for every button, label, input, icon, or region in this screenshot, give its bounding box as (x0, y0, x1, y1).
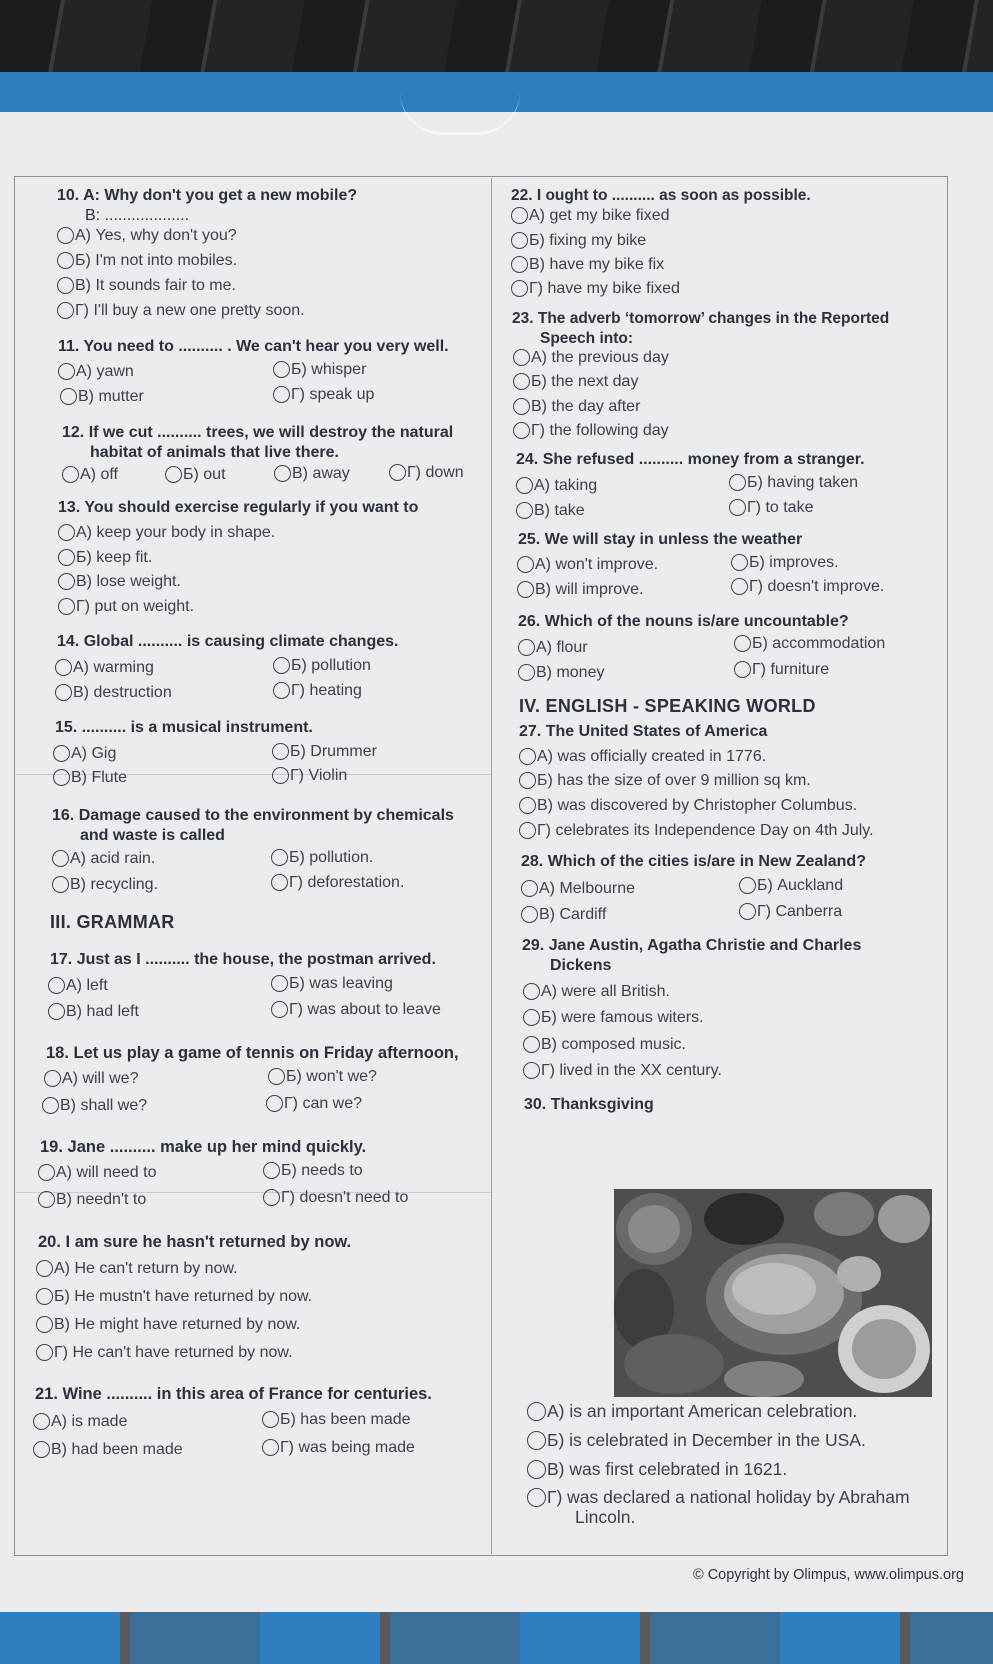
q26-option-c[interactable]: В) money (518, 663, 604, 683)
q15-option-a[interactable]: А) Gig (53, 744, 116, 764)
question-11: 11. You need to .......... . We can't hear you very well. (58, 338, 449, 355)
q17-option-c[interactable]: В) had left (48, 1002, 139, 1022)
radio-circle-icon (36, 1344, 53, 1361)
radio-circle-icon (263, 1189, 280, 1206)
question-23: 23. The adverb ‘tomorrow’ changes in the Reported Speech into: (512, 310, 890, 347)
q29-option-d[interactable]: Г) lived in the XX century. (523, 1061, 722, 1081)
q21-option-b[interactable]: Б) has been made (262, 1410, 411, 1430)
q20-option-d[interactable]: Г) He can't have returned by now. (36, 1343, 293, 1363)
radio-circle-icon (58, 598, 75, 615)
q24-option-c[interactable]: В) take (516, 501, 585, 521)
q10-option-d[interactable]: Г) I'll buy a new one pretty soon. (57, 301, 305, 321)
radio-circle-icon (53, 769, 70, 786)
radio-circle-icon (36, 1316, 53, 1333)
q12-option-c[interactable]: В) away (274, 464, 350, 484)
q24-option-a[interactable]: А) taking (516, 476, 597, 496)
q30-option-d[interactable]: Г) was declared a national holiday by Abraham Lincoln. (527, 1487, 910, 1527)
radio-circle-icon (739, 877, 756, 894)
section-english-speaking-world-heading: IV. ENGLISH - SPEAKING WORLD (519, 696, 816, 716)
q27-option-d[interactable]: Г) celebrates its Independence Day on 4th July. (519, 821, 874, 841)
q17-option-b[interactable]: Б) was leaving (271, 974, 393, 994)
q29-option-c[interactable]: В) composed music. (523, 1035, 686, 1055)
radio-circle-icon (518, 639, 535, 656)
q26-option-a[interactable]: А) flour (518, 638, 588, 658)
question-20: 20. I am sure he hasn't returned by now. (38, 1233, 352, 1251)
q25-option-d[interactable]: Г) doesn't improve. (731, 577, 884, 597)
radio-circle-icon (513, 373, 530, 390)
radio-circle-icon (517, 581, 534, 598)
q25-option-c[interactable]: В) will improve. (517, 580, 643, 600)
radio-circle-icon (519, 797, 536, 814)
radio-circle-icon (734, 635, 751, 652)
q25-option-b[interactable]: Б) improves. (731, 553, 839, 573)
radio-circle-icon (42, 1097, 59, 1114)
radio-circle-icon (57, 302, 74, 319)
thanksgiving-feast-photo (614, 1189, 932, 1397)
q21-option-a[interactable]: А) is made (33, 1412, 127, 1432)
question-27: 27. The United States of America (519, 723, 768, 740)
question-16: 16. Damage caused to the environment by chemicals and waste is called (52, 807, 454, 844)
q17-option-a[interactable]: А) left (48, 976, 108, 996)
radio-circle-icon (729, 474, 746, 491)
radio-circle-icon (523, 1036, 540, 1053)
radio-circle-icon (519, 772, 536, 789)
radio-circle-icon (527, 1488, 546, 1507)
q11-option-c[interactable]: В) mutter (60, 387, 144, 407)
q14-option-d[interactable]: Г) heating (273, 681, 362, 701)
q15-option-b[interactable]: Б) Drummer (272, 742, 377, 762)
q29-option-b[interactable]: Б) were famous witers. (523, 1008, 704, 1028)
radio-circle-icon (523, 983, 540, 1000)
radio-circle-icon (521, 906, 538, 923)
radio-circle-icon (57, 227, 74, 244)
radio-circle-icon (272, 767, 289, 784)
q12-option-a[interactable]: А) off (62, 465, 118, 485)
radio-circle-icon (52, 850, 69, 867)
question-10: 10. A: Why don't you get a new mobile? B: ................... (57, 187, 358, 224)
question-15: 15. .......... is a musical instrument. (55, 719, 313, 736)
q29-option-a[interactable]: А) were all British. (523, 982, 670, 1002)
section-grammar-heading: III. GRAMMAR (50, 912, 175, 932)
radio-circle-icon (52, 876, 69, 893)
q19-option-b[interactable]: Б) needs to (263, 1161, 363, 1181)
q23-option-d[interactable]: Г) the following day (513, 421, 669, 441)
radio-circle-icon (262, 1439, 279, 1456)
question-13: 13. You should exercise regularly if you want to (58, 499, 419, 516)
radio-circle-icon (511, 232, 528, 249)
radio-circle-icon (271, 874, 288, 891)
q11-option-a[interactable]: А) yawn (58, 362, 134, 382)
q22-option-b[interactable]: Б) fixing my bike (511, 231, 646, 251)
radio-circle-icon (36, 1260, 53, 1277)
q27-option-c[interactable]: В) was discovered by Christopher Columbus. (519, 796, 857, 816)
radio-circle-icon (739, 903, 756, 920)
q11-option-b[interactable]: Б) whisper (273, 360, 366, 380)
radio-circle-icon (516, 502, 533, 519)
radio-circle-icon (48, 977, 65, 994)
radio-circle-icon (55, 659, 72, 676)
q30-option-b[interactable]: Б) is celebrated in December in the USA. (527, 1430, 866, 1450)
radio-circle-icon (33, 1441, 50, 1458)
q22-option-d[interactable]: Г) have my bike fixed (511, 279, 680, 299)
radio-circle-icon (511, 280, 528, 297)
q17-option-d[interactable]: Г) was about to leave (271, 1000, 441, 1020)
q28-option-c[interactable]: В) Cardiff (521, 905, 606, 925)
q28-option-a[interactable]: А) Melbourne (521, 879, 635, 899)
radio-circle-icon (729, 499, 746, 516)
question-28: 28. Which of the cities is/are in New Zealand? (521, 853, 866, 870)
radio-circle-icon (36, 1288, 53, 1305)
radio-circle-icon (33, 1413, 50, 1430)
radio-circle-icon (513, 349, 530, 366)
radio-circle-icon (48, 1003, 65, 1020)
radio-circle-icon (527, 1402, 546, 1421)
q16-option-d[interactable]: Г) deforestation. (271, 873, 404, 893)
radio-circle-icon (516, 477, 533, 494)
radio-circle-icon (519, 748, 536, 765)
question-29: 29. Jane Austin, Agatha Christie and Charles Dickens (522, 937, 862, 974)
radio-circle-icon (527, 1460, 546, 1479)
question-26: 26. Which of the nouns is/are uncountable? (518, 613, 849, 630)
q16-option-c[interactable]: В) recycling. (52, 875, 158, 895)
q25-option-a[interactable]: А) won't improve. (517, 555, 658, 575)
question-22: 22. I ought to .......... as soon as possible. (511, 187, 811, 204)
radio-circle-icon (271, 1001, 288, 1018)
radio-circle-icon (44, 1070, 61, 1087)
question-14: 14. Global .......... is causing climate changes. (57, 633, 399, 650)
q14-option-b[interactable]: Б) pollution (273, 656, 371, 676)
radio-circle-icon (58, 363, 75, 380)
q13-option-d[interactable]: Г) put on weight. (58, 597, 194, 617)
question-17: 17. Just as I .......... the house, the postman arrived. (50, 951, 436, 968)
radio-circle-icon (266, 1095, 283, 1112)
radio-circle-icon (271, 849, 288, 866)
q16-option-a[interactable]: А) acid rain. (52, 849, 155, 869)
q10-option-b[interactable]: Б) I'm not into mobiles. (57, 251, 237, 271)
radio-circle-icon (262, 1411, 279, 1428)
radio-circle-icon (58, 549, 75, 566)
question-21: 21. Wine .......... in this area of France for centuries. (35, 1385, 432, 1403)
radio-circle-icon (38, 1191, 55, 1208)
radio-circle-icon (38, 1164, 55, 1181)
thanksgiving-photo-graphic (614, 1189, 932, 1397)
header-logo-arc (400, 92, 520, 135)
question-25: 25. We will stay in unless the weather (518, 531, 803, 548)
q20-option-a[interactable]: А) He can't return by now. (36, 1259, 238, 1279)
column-divider (491, 178, 492, 1554)
radio-circle-icon (62, 466, 79, 483)
question-30: 30. Thanksgiving (524, 1096, 654, 1113)
radio-circle-icon (268, 1068, 285, 1085)
radio-circle-icon (273, 657, 290, 674)
q22-option-a[interactable]: А) get my bike fixed (511, 206, 670, 226)
q19-option-d[interactable]: Г) doesn't need to (263, 1188, 408, 1208)
radio-circle-icon (57, 252, 74, 269)
test-sheet (0, 112, 993, 1617)
question-19: 19. Jane .......... make up her mind quickly. (40, 1138, 367, 1156)
q30-option-c[interactable]: В) was first celebrated in 1621. (527, 1459, 787, 1479)
q14-option-a[interactable]: А) warming (55, 658, 154, 678)
q20-option-b[interactable]: Б) He mustn't have returned by now. (36, 1287, 312, 1307)
q22-option-c[interactable]: В) have my bike fix (511, 255, 664, 275)
q24-option-b[interactable]: Б) having taken (729, 473, 858, 493)
q13-option-b[interactable]: Б) keep fit. (58, 548, 152, 568)
q23-option-a[interactable]: А) the previous day (513, 348, 669, 368)
radio-circle-icon (60, 388, 77, 405)
radio-circle-icon (58, 524, 75, 541)
radio-circle-icon (527, 1431, 546, 1450)
q18-option-c[interactable]: В) shall we? (42, 1096, 147, 1116)
q13-option-a[interactable]: А) keep your body in shape. (58, 523, 275, 543)
q11-option-d[interactable]: Г) speak up (273, 385, 374, 405)
question-18: 18. Let us play a game of tennis on Friday afternoon, (46, 1044, 459, 1062)
radio-circle-icon (165, 466, 182, 483)
radio-circle-icon (55, 684, 72, 701)
radio-circle-icon (53, 745, 70, 762)
radio-circle-icon (263, 1162, 280, 1179)
radio-circle-icon (272, 743, 289, 760)
q12-option-b[interactable]: Б) out (165, 465, 226, 485)
radio-circle-icon (519, 822, 536, 839)
radio-circle-icon (517, 556, 534, 573)
radio-circle-icon (518, 664, 535, 681)
q18-option-a[interactable]: А) will we? (44, 1069, 138, 1089)
radio-circle-icon (523, 1062, 540, 1079)
question-12: 12. If we cut .......... trees, we will destroy the natural habitat of animals that live there. (62, 424, 454, 461)
q24-option-d[interactable]: Г) to take (729, 498, 813, 518)
question-24: 24. She refused .......... money from a stranger. (516, 451, 865, 468)
radio-circle-icon (273, 386, 290, 403)
wooden-deck-background (0, 0, 993, 80)
q10-option-c[interactable]: В) It sounds fair to me. (57, 276, 236, 296)
radio-circle-icon (731, 578, 748, 595)
q27-option-b[interactable]: Б) has the size of over 9 million sq km. (519, 771, 811, 791)
radio-circle-icon (273, 682, 290, 699)
radio-circle-icon (513, 398, 530, 415)
q12-option-d[interactable]: Г) down (389, 463, 464, 483)
radio-circle-icon (511, 256, 528, 273)
q30-option-a[interactable]: А) is an important American celebration. (527, 1401, 857, 1421)
q18-option-b[interactable]: Б) won't we? (268, 1067, 377, 1087)
q18-option-d[interactable]: Г) can we? (266, 1094, 362, 1114)
q23-option-b[interactable]: Б) the next day (513, 372, 638, 392)
bottom-edge-strip (0, 1612, 993, 1664)
q14-option-c[interactable]: В) destruction (55, 683, 172, 703)
q28-option-b[interactable]: Б) Auckland (739, 876, 843, 896)
radio-circle-icon (389, 464, 406, 481)
q21-option-c[interactable]: В) had been made (33, 1440, 183, 1460)
radio-circle-icon (731, 554, 748, 571)
q15-option-c[interactable]: В) Flute (53, 768, 127, 788)
radio-circle-icon (523, 1009, 540, 1026)
radio-circle-icon (511, 207, 528, 224)
q15-option-d[interactable]: Г) Violin (272, 766, 347, 786)
q28-option-d[interactable]: Г) Canberra (739, 902, 842, 922)
q19-option-c[interactable]: В) needn't to (38, 1190, 146, 1210)
q19-option-a[interactable]: А) will need to (38, 1163, 157, 1183)
radio-circle-icon (58, 573, 75, 590)
radio-circle-icon (274, 465, 291, 482)
q27-option-a[interactable]: А) was officially created in 1776. (519, 747, 766, 767)
copyright-line: © Copyright by Olimpus, www.olimpus.org (693, 1567, 964, 1583)
q16-option-b[interactable]: Б) pollution. (271, 848, 373, 868)
q20-option-c[interactable]: В) He might have returned by now. (36, 1315, 300, 1335)
q13-option-c[interactable]: В) lose weight. (58, 572, 181, 592)
q23-option-c[interactable]: В) the day after (513, 397, 640, 417)
radio-circle-icon (734, 661, 751, 678)
q10-option-a[interactable]: А) Yes, why don't you? (57, 226, 237, 246)
q21-option-d[interactable]: Г) was being made (262, 1438, 415, 1458)
radio-circle-icon (271, 975, 288, 992)
q26-option-b[interactable]: Б) accommodation (734, 634, 885, 654)
q26-option-d[interactable]: Г) furniture (734, 660, 829, 680)
radio-circle-icon (513, 422, 530, 439)
radio-circle-icon (273, 361, 290, 378)
radio-circle-icon (521, 880, 538, 897)
radio-circle-icon (57, 277, 74, 294)
